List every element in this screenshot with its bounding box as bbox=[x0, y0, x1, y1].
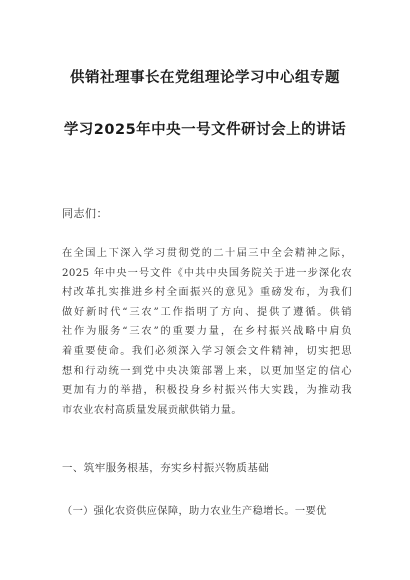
opening-paragraph bbox=[62, 244, 352, 420]
document-title-line-2: 学习2025年中央一号文件研讨会上的讲话 bbox=[63, 122, 347, 138]
paragraph-line: 2025 年中央一号文件《中共中央国务院关于进一步深化农 bbox=[62, 267, 352, 279]
paragraph-line: 做好新时代“三农”工作指明了方向、提供了遵循。供销 bbox=[62, 306, 352, 318]
paragraph-line: 着重要使命。我们必须深入学习领会文件精神，切实把思 bbox=[62, 345, 352, 357]
paragraph-line: 村改革扎实推进乡村全面振兴的意见》重磅发布，为我们 bbox=[62, 287, 352, 299]
paragraph-line: 更加有力的举措，积极投身乡村振兴伟大实践，为推动我 bbox=[62, 385, 352, 397]
subsection-text: （一）强化农资供应保障，助力农业生产稳增长。一要优 bbox=[62, 506, 327, 517]
salutation: 同志们： bbox=[62, 207, 108, 220]
paragraph-line: 在全国上下深入学习贯彻党的二十届三中全会精神之际， bbox=[62, 248, 352, 259]
paragraph-line: 社作为服务“三农”的重要力量，在乡村振兴战略中肩负 bbox=[62, 326, 352, 338]
paragraph-line: 想和行动统一到党中央决策部署上来，以更加坚定的信心 bbox=[62, 365, 352, 377]
document-title-line-1: 供销社理事长在党组理论学习中心组专题 bbox=[70, 70, 340, 86]
paragraph-line: 市农业农村高质量发展贡献供销力量。 bbox=[62, 404, 242, 416]
section-heading: 一、筑牢服务根基，夯实乡村振兴物质基础 bbox=[62, 462, 270, 474]
